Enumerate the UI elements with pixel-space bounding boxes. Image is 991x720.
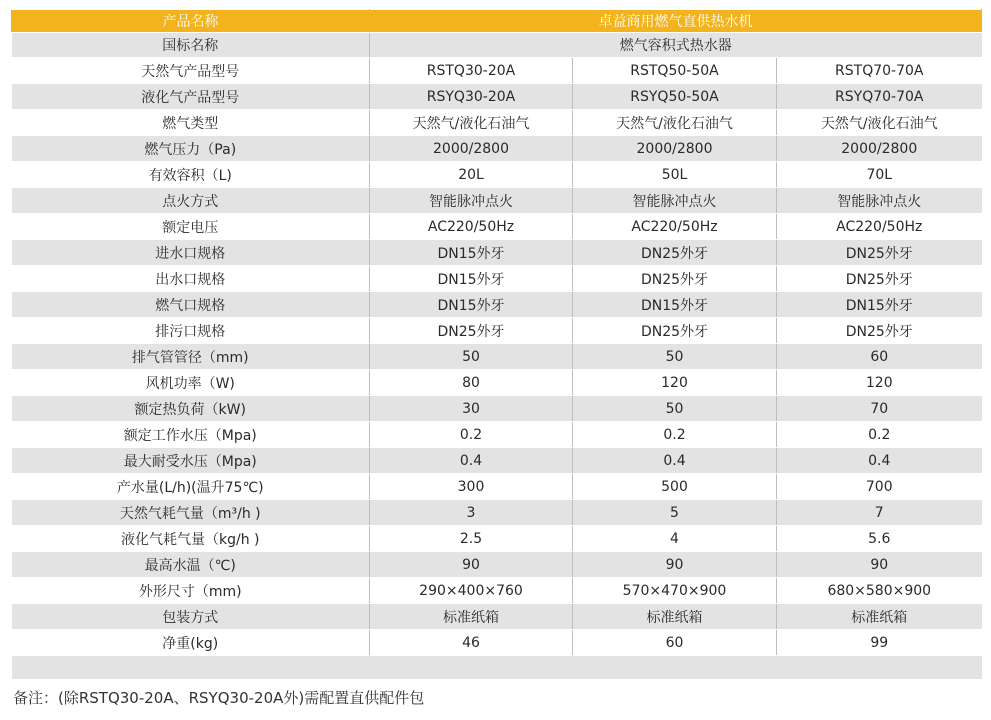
row-label: 点火方式 [12,188,370,214]
table-row [12,370,982,396]
model-2-value: 570×470×900 [573,578,777,604]
model-1-value: 智能脉冲点火 [370,188,573,214]
model-2-value: 50L [573,162,777,188]
model-2-value: 4 [573,526,777,552]
model-1-value: 0.2 [370,422,573,448]
model-3-value: 天然气/液化石油气 [777,110,982,136]
model-1-value: 2000/2800 [370,136,573,162]
model-1-value: 90 [370,552,573,578]
table-row [12,500,982,526]
table-row [12,240,982,266]
model-3-value: DN25外牙 [777,266,982,292]
model-3-value: 0.4 [777,448,982,474]
row-label: 排气管管径（mm) [12,344,370,370]
model-3-value: 2000/2800 [777,136,982,162]
model-2-value: RSYQ50-50A [573,84,777,110]
model-3-value: DN25外牙 [777,318,982,344]
row-label: 最大耐受水压（Mpa) [12,448,370,474]
model-1-value: 天然气/液化石油气 [370,110,573,136]
model-3-value: DN25外牙 [777,240,982,266]
model-1-value: DN15外牙 [370,266,573,292]
model-3-value: 120 [777,370,982,396]
model-3-value: 7 [777,500,982,526]
table-row [12,58,982,84]
model-1-value: RSYQ30-20A [370,84,573,110]
row-label: 净重(kg) [12,630,370,656]
standard-name-value: 燃气容积式热水器 [370,33,982,58]
model-2-value: 0.2 [573,422,777,448]
model-1-value: 80 [370,370,573,396]
table-row [12,162,982,188]
model-1-value: 50 [370,344,573,370]
header-label-cell: 产品名称 [12,10,370,33]
model-1-value: 300 [370,474,573,500]
row-label: 燃气压力（Pa) [12,136,370,162]
model-3-value: 5.6 [777,526,982,552]
model-2-value: 500 [573,474,777,500]
footnote: 备注：(除RSTQ30-20A、RSYQ30-20A外)需配置直供配件包 [13,689,425,707]
model-3-value: 90 [777,552,982,578]
row-label: 出水口规格 [12,266,370,292]
row-label: 额定电压 [12,214,370,240]
table-row [12,526,982,552]
model-2-value: 2000/2800 [573,136,777,162]
model-2-value: DN25外牙 [573,240,777,266]
model-1-value: 3 [370,500,573,526]
model-1-value: DN15外牙 [370,240,573,266]
row-label: 液化气耗气量（kg/h ) [12,526,370,552]
model-3-value: DN15外牙 [777,292,982,318]
model-2-value: 5 [573,500,777,526]
table-row [12,344,982,370]
model-3-value: 60 [777,344,982,370]
model-1-value: 标准纸箱 [370,604,573,630]
model-1-value: 0.4 [370,448,573,474]
model-1-value: 20L [370,162,573,188]
row-label: 燃气口规格 [12,292,370,318]
table-footer-row [12,656,982,680]
model-3-value: RSYQ70-70A [777,84,982,110]
table-row [12,630,982,656]
model-2-value: 50 [573,344,777,370]
row-label: 进水口规格 [12,240,370,266]
model-3-value: 99 [777,630,982,656]
standard-name-row [12,33,982,58]
table-row [12,84,982,110]
row-label: 有效容积（L) [12,162,370,188]
model-2-value: DN25外牙 [573,318,777,344]
row-label: 外形尺寸（mm) [12,578,370,604]
table-row [12,136,982,162]
table-row [12,474,982,500]
model-2-value: 天然气/液化石油气 [573,110,777,136]
model-3-value: RSTQ70-70A [777,58,982,84]
model-2-value: 90 [573,552,777,578]
model-3-value: 680×580×900 [777,578,982,604]
row-label: 液化气产品型号 [12,84,370,110]
model-2-value: 标准纸箱 [573,604,777,630]
model-2-value: 50 [573,396,777,422]
spec-table [11,9,982,680]
product-name-cell: 卓益商用燃气直供热水机 [370,10,982,33]
table-row [12,604,982,630]
table-row [12,396,982,422]
table-row [12,188,982,214]
model-1-value: RSTQ30-20A [370,58,573,84]
table-footer-cell [12,656,982,680]
row-label: 产水量(L/h)(温升75℃) [12,474,370,500]
model-3-value: 70L [777,162,982,188]
row-label: 天然气产品型号 [12,58,370,84]
row-label: 燃气类型 [12,110,370,136]
model-3-value: AC220/50Hz [777,214,982,240]
row-label: 最高水温（℃) [12,552,370,578]
model-3-value: 700 [777,474,982,500]
row-label: 额定工作水压（Mpa) [12,422,370,448]
row-label: 天然气耗气量（m³/h ) [12,500,370,526]
table-row [12,422,982,448]
model-3-value: 智能脉冲点火 [777,188,982,214]
model-1-value: 46 [370,630,573,656]
row-label: 包装方式 [12,604,370,630]
model-1-value: 30 [370,396,573,422]
model-2-value: RSTQ50-50A [573,58,777,84]
table-row [12,214,982,240]
row-label: 排污口规格 [12,318,370,344]
table-header-row [12,10,982,33]
table-row [12,292,982,318]
table-row [12,266,982,292]
table-row [12,552,982,578]
model-3-value: 0.2 [777,422,982,448]
table-row [12,448,982,474]
model-2-value: AC220/50Hz [573,214,777,240]
model-1-value: DN25外牙 [370,318,573,344]
model-3-value: 70 [777,396,982,422]
model-1-value: DN15外牙 [370,292,573,318]
model-2-value: 60 [573,630,777,656]
model-2-value: 120 [573,370,777,396]
row-label: 国标名称 [12,33,370,58]
model-2-value: 智能脉冲点火 [573,188,777,214]
row-label: 额定热负荷（kW) [12,396,370,422]
table-row [12,318,982,344]
table-row [12,110,982,136]
model-2-value: DN15外牙 [573,292,777,318]
model-1-value: AC220/50Hz [370,214,573,240]
row-label: 风机功率（W) [12,370,370,396]
model-1-value: 290×400×760 [370,578,573,604]
table-row [12,578,982,604]
model-2-value: 0.4 [573,448,777,474]
model-1-value: 2.5 [370,526,573,552]
model-3-value: 标准纸箱 [777,604,982,630]
model-2-value: DN25外牙 [573,266,777,292]
